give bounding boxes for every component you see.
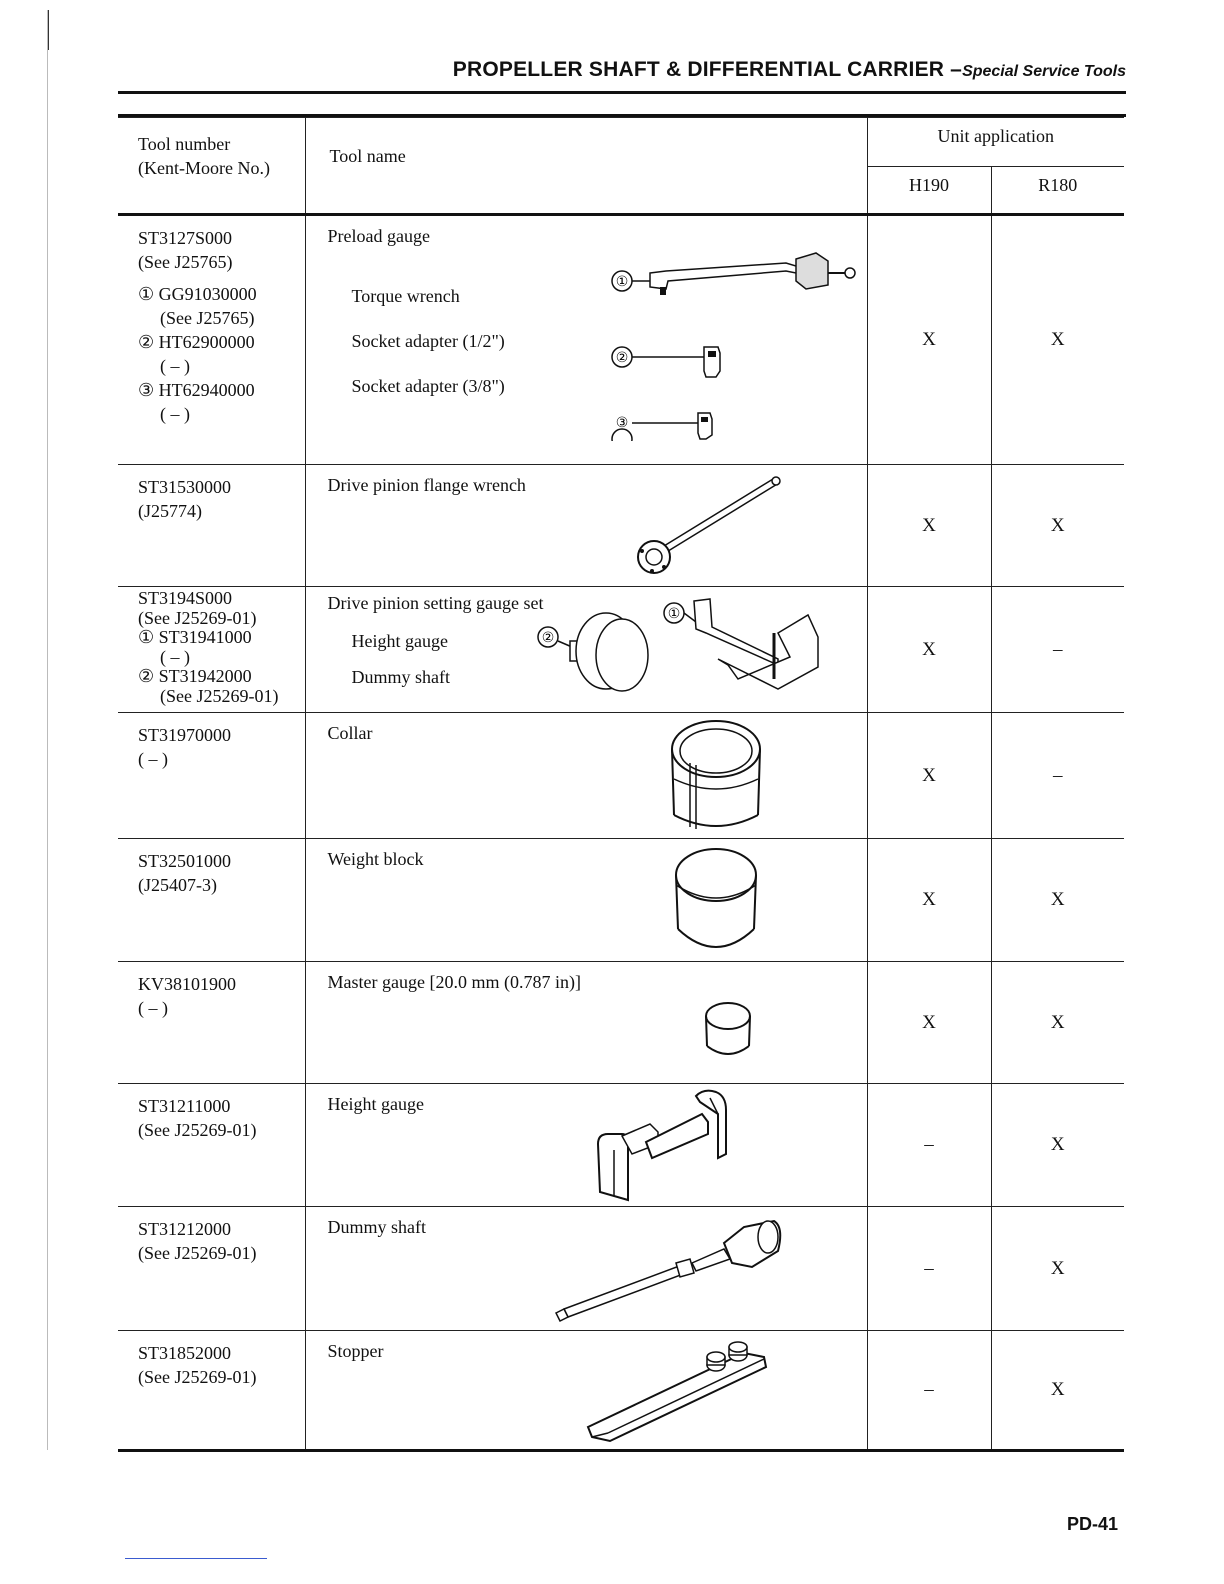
- tool-number-cell: ST31530000 (J25774): [118, 465, 305, 587]
- tool-number-cell: ST32501000 (J25407-3): [118, 839, 305, 962]
- stopper-plate: [588, 1353, 766, 1441]
- tool-name-cell: [305, 1207, 867, 1331]
- binding-margin-line: [47, 10, 48, 1450]
- header-rule: [118, 91, 1126, 94]
- header-title: PROPELLER SHAFT & DIFFERENTIAL CARRIER: [452, 58, 945, 81]
- r180-mark: X: [991, 1084, 1124, 1207]
- tool-name: Collar: [327, 723, 373, 743]
- h190-mark: X: [867, 713, 991, 839]
- tool-name-cell: [305, 1084, 867, 1207]
- wrench-dial: [796, 253, 828, 289]
- tool-name: Drive pinion flange wrench: [327, 475, 526, 495]
- tool-name: Drive pinion setting gauge set: [327, 593, 544, 613]
- tool-name-cell: [305, 587, 867, 713]
- callout-label: ③: [615, 415, 628, 431]
- tool-name-cell: [305, 839, 867, 962]
- table-row: [118, 1331, 1124, 1451]
- footer-line: [125, 1558, 267, 1559]
- tool-number-cell: ST3127S000 (See J25765) ① GG91030000 (See J25765) ② HT62900000 ( – ) ③ HT62940000 ( – ): [118, 215, 305, 465]
- tool-name-cell: [305, 1331, 867, 1451]
- r180-mark: X: [991, 1331, 1124, 1451]
- r180-mark: X: [991, 215, 1124, 465]
- dummy-shaft-illustration: [552, 1213, 792, 1327]
- tool-number-cell: ST3194S000 (See J25269-01) ① ST31941000 ( – ) ② ST31942000 (See J25269-01): [118, 587, 305, 713]
- table-row: [118, 587, 1124, 713]
- dummy-shaft-disc-front: [596, 619, 648, 691]
- master-gauge-illustration: [704, 1000, 754, 1062]
- header-tool-number: Tool number (Kent-Moore No.): [118, 118, 305, 215]
- tool-number-cell: ST31852000 (See J25269-01): [118, 1331, 305, 1451]
- tool-name-cell: [305, 713, 867, 839]
- h190-mark: X: [867, 839, 991, 962]
- tool-number-cell: ST31212000 (See J25269-01): [118, 1207, 305, 1331]
- r180-mark: X: [991, 962, 1124, 1084]
- r180-mark: –: [991, 713, 1124, 839]
- flange-wrench-illustration: [626, 473, 806, 581]
- stopper-illustration: [584, 1337, 774, 1447]
- weight-block-illustration: [672, 845, 762, 957]
- height-gauge-illustration: [592, 1088, 742, 1204]
- torque-wrench-illustration: [606, 241, 866, 441]
- sub-tool-name: Socket adapter (3/8"): [351, 376, 505, 396]
- page-number: PD-41: [1067, 1514, 1119, 1534]
- callout-label: ①: [667, 606, 680, 622]
- table-row: [118, 465, 1124, 587]
- collar-illustration: [666, 719, 766, 835]
- r180-mark: –: [991, 587, 1124, 713]
- table-row: [118, 713, 1124, 839]
- header-h190: H190: [867, 167, 991, 215]
- height-gauge-frame: [694, 599, 778, 665]
- special-service-tools-table: [118, 117, 1124, 1452]
- tool-name-cell: [305, 215, 867, 465]
- callout-label: ①: [615, 274, 628, 290]
- tool-name: Master gauge [20.0 mm (0.787 in)]: [327, 972, 581, 992]
- sub-tool-name: Height gauge: [351, 631, 448, 651]
- height-gauge-base: [718, 615, 818, 689]
- sub-tool-name: Socket adapter (1/2"): [351, 331, 505, 351]
- page-header: [118, 58, 1126, 82]
- tool-number-cell: ST31211000 (See J25269-01): [118, 1084, 305, 1207]
- sub-tool-name: Torque wrench: [351, 286, 460, 306]
- setting-gauge-set-illustration: [528, 597, 868, 709]
- gauge-foot: [598, 1134, 628, 1200]
- header-unit-application: Unit application: [867, 118, 1124, 167]
- table-row: [118, 1084, 1124, 1207]
- callout-label: ②: [541, 630, 554, 646]
- tool-number-cell: ST31970000 ( – ): [118, 713, 305, 839]
- shaft-rod: [564, 1265, 686, 1317]
- h190-mark: –: [867, 1084, 991, 1207]
- tool-name: Weight block: [327, 849, 424, 869]
- header-subtitle: Special Service Tools: [962, 63, 1126, 80]
- tool-name-cell: [305, 465, 867, 587]
- wrench-handle: [650, 263, 806, 289]
- header-r180: R180: [991, 167, 1124, 215]
- table-row: [118, 839, 1124, 962]
- r180-mark: X: [991, 1207, 1124, 1331]
- header-separator: –: [944, 58, 963, 81]
- callout-label: ②: [615, 350, 628, 366]
- tool-name: Dummy shaft: [327, 1217, 426, 1237]
- table-row: [118, 215, 1124, 465]
- h190-mark: X: [867, 215, 991, 465]
- h190-mark: X: [867, 962, 991, 1084]
- table-row: [118, 1207, 1124, 1331]
- r180-mark: X: [991, 839, 1124, 962]
- socket-adapter-three-eighths: [698, 413, 712, 439]
- tool-name-cell: [305, 962, 867, 1084]
- sub-tool-name: Dummy shaft: [351, 667, 450, 687]
- tool-name: Stopper: [327, 1341, 384, 1361]
- tool-number-cell: KV38101900 ( – ): [118, 962, 305, 1084]
- tool-name: Preload gauge: [327, 226, 430, 246]
- h190-mark: X: [867, 587, 991, 713]
- table-row: [118, 962, 1124, 1084]
- tool-name: Height gauge: [327, 1094, 424, 1114]
- h190-mark: –: [867, 1207, 991, 1331]
- h190-mark: –: [867, 1331, 991, 1451]
- header-tool-name: Tool name: [305, 118, 867, 215]
- r180-mark: X: [991, 465, 1124, 587]
- h190-mark: X: [867, 465, 991, 587]
